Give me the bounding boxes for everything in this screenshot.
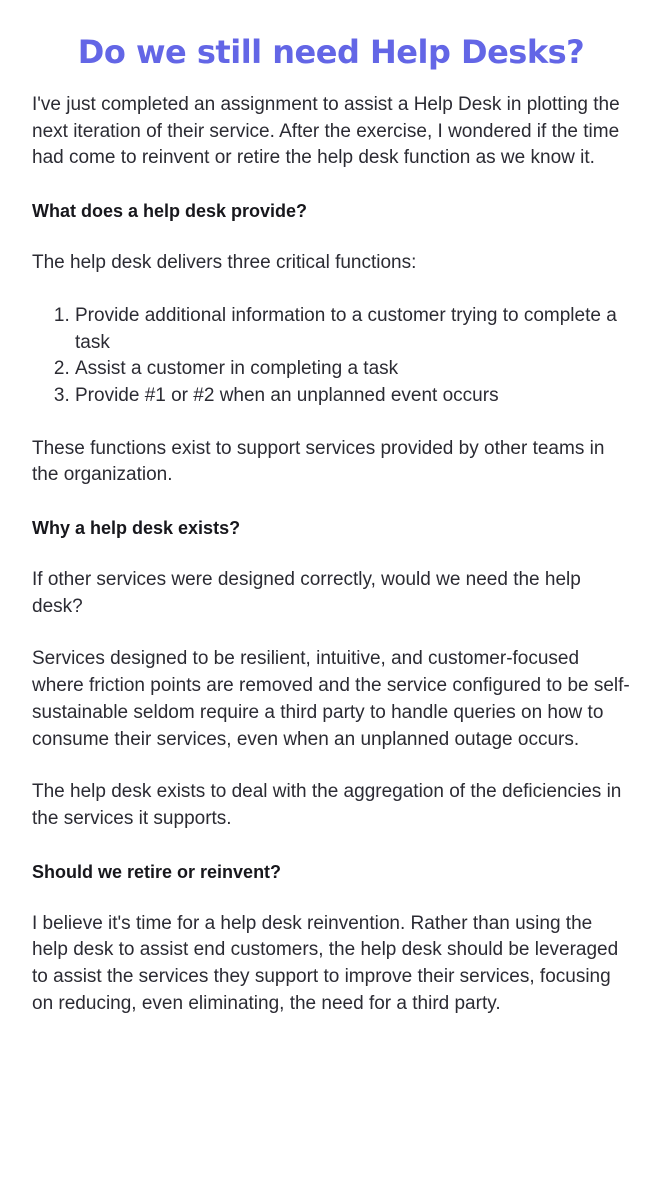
section-retire-paragraph-1: I believe it's time for a help desk reinvention. Rather than using the help desk to assist end customers, the help desk should be leveraged to assist the services they support to improve their services, focusing on reducing, even eliminating, the need for a third party. bbox=[32, 912, 619, 1014]
list-item: 2. Assist a customer in completing a task bbox=[75, 356, 630, 383]
list-item: 3. Provide #1 or #2 when an unplanned event occurs bbox=[75, 383, 630, 410]
intro-paragraph: I've just completed an assignment to assist a Help Desk in plotting the next iteration of their service. After the exercise, I wondered if the time had come to reinvent or retire the help desk function as we know it. bbox=[32, 94, 620, 169]
section-heading-exists: Why a help desk exists? bbox=[32, 518, 241, 539]
section-heading-provide: What does a help desk provide? bbox=[32, 201, 308, 222]
article-title: Do we still need Help Desks? bbox=[77, 33, 585, 71]
section-provide-closing: These functions exist to support services provided by other teams in the organization. bbox=[32, 437, 605, 486]
section-provide-lead: The help desk delivers three critical functions: bbox=[32, 252, 417, 274]
functions-list bbox=[32, 303, 630, 410]
list-item: 1. Provide additional information to a customer trying to complete a task bbox=[75, 303, 630, 356]
section-exists-paragraph-1: If other services were designed correctly, would we need the help desk? bbox=[32, 569, 581, 617]
section-exists-paragraph-3: The help desk exists to deal with the aggregation of the deficiencies in the services it supports. bbox=[32, 781, 622, 829]
section-exists-paragraph-2: Services designed to be resilient, intuitive, and customer-focused where friction points are removed and the service configured to be self-sustainable seldom require a third party to handle queries on how to consume their services, even when an unplanned outage occurs. bbox=[32, 648, 630, 750]
section-heading-retire: Should we retire or reinvent? bbox=[32, 861, 282, 882]
